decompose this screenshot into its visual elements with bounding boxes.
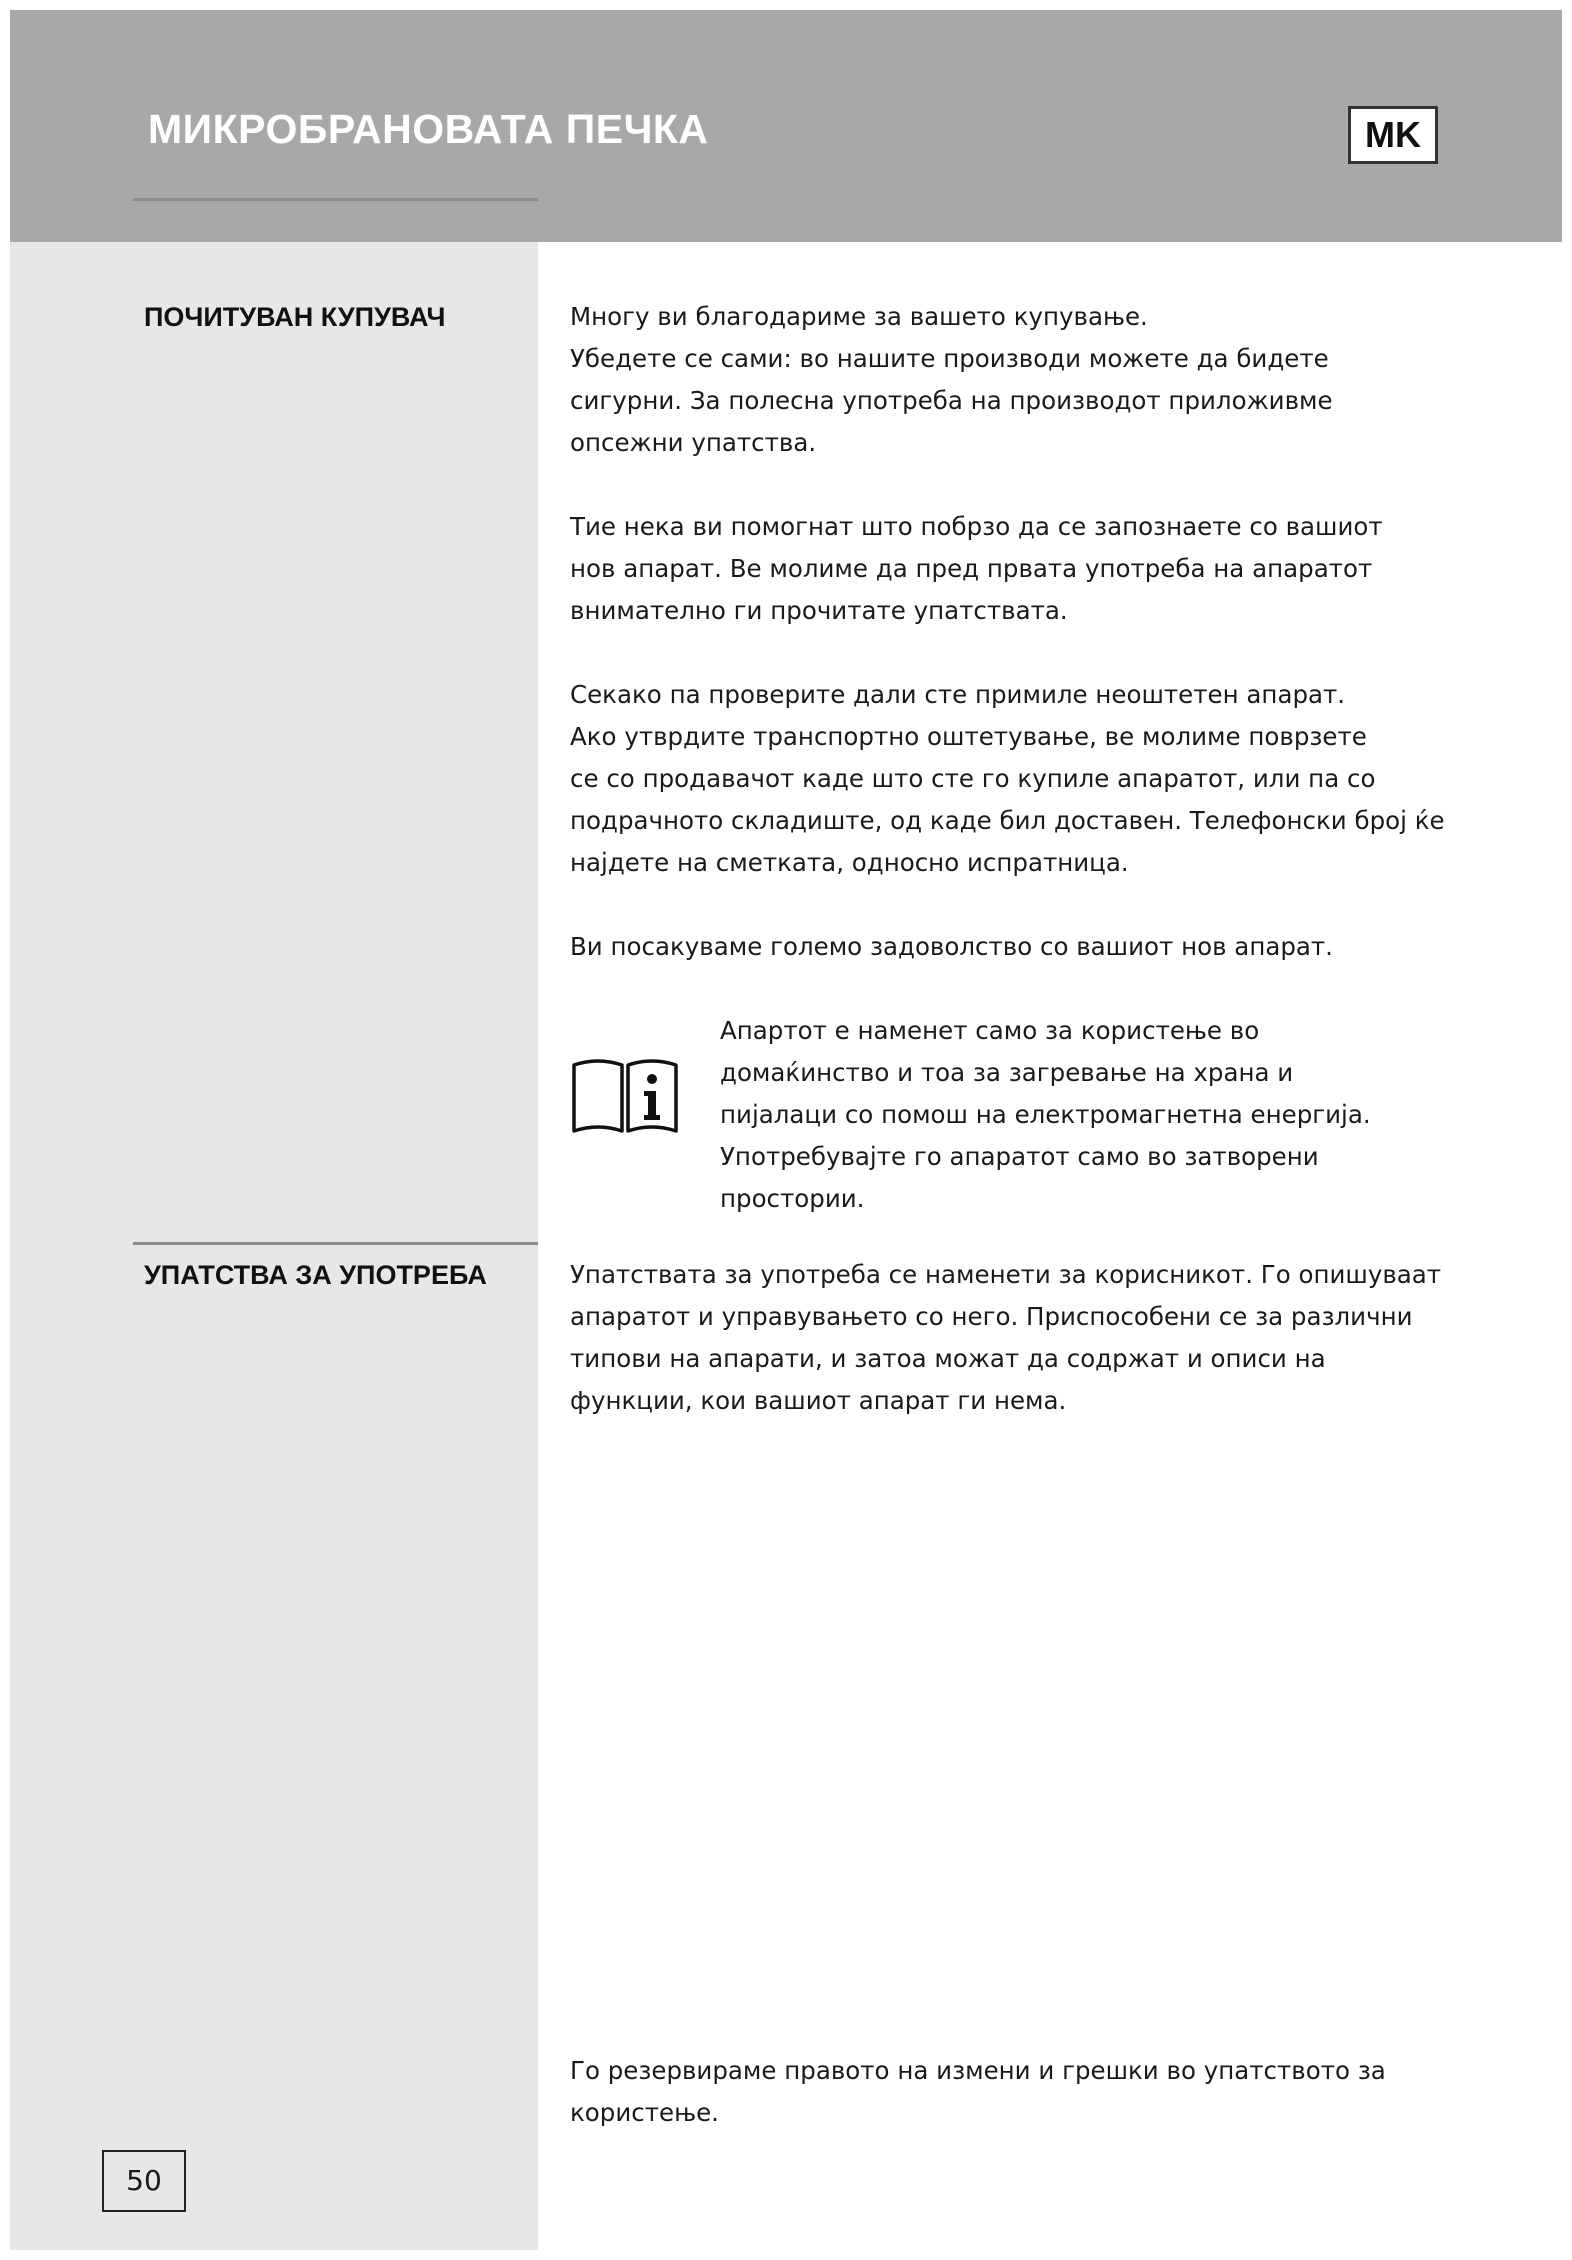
text-line: Апартот е наменет само за користење во: [720, 1016, 1260, 1045]
text-line: Го резервираме правото на измени и грешки во упатството за: [570, 2056, 1386, 2085]
language-badge: MK: [1348, 106, 1438, 164]
wishes-paragraph: [570, 926, 1520, 968]
page-title: МИКРОБРАНОВАТА ПЕЧКА: [148, 106, 709, 152]
text-line: Употребувајте го апаратот само во затворени: [720, 1142, 1319, 1171]
text-line: простории.: [720, 1184, 865, 1213]
manual-page: [10, 10, 1562, 2250]
text-line: сигурни. За полесна употреба на производот приложивме: [570, 386, 1333, 415]
text-line: Секако па проверите дали сте примиле неоштетен апарат.: [570, 680, 1346, 709]
manual-info-icon: [570, 1055, 680, 1135]
text-line: подрачното складиште, од каде бил доставен. Телефонски број ќе: [570, 806, 1445, 835]
text-line: Тие нека ви помогнат што побрзо да се запознаете со вашиот: [570, 512, 1383, 541]
text-line: нов апарат. Ве молиме да пред првата употреба на апаратот: [570, 554, 1373, 583]
text-line: Ако утврдите транспортно оштетување, ве молиме поврзете: [570, 722, 1367, 751]
text-line: пијалаци со помош на електромагнетна енергија.: [720, 1100, 1371, 1129]
text-line: најдете на сметката, односно испратница.: [570, 848, 1129, 877]
damage-check-paragraph: [570, 674, 1520, 884]
intro-paragraph: [570, 296, 1520, 464]
text-line: Ви посакуваме големо задоволство со вашиот нов апарат.: [570, 932, 1333, 961]
page-header: [10, 10, 1562, 242]
left-margin-column: [10, 242, 538, 2250]
text-line: внимателно ги прочитате упатствата.: [570, 596, 1068, 625]
text-line: се со продавачот каде што сте го купиле апаратот, или па со: [570, 764, 1376, 793]
text-line: домаќинство и тоа за загревање на храна и: [720, 1058, 1294, 1087]
text-line: типови на апарати, и затоа можат да содржат и описи на: [570, 1344, 1326, 1373]
text-line: апаратот и управувањето со него. Приспособени се за различни: [570, 1302, 1413, 1331]
text-line: функции, кои вашиот апарат ги нема.: [570, 1386, 1067, 1415]
section-divider: [133, 198, 538, 201]
text-line: Упатствата за употреба се наменети за корисникот. Го опишуваат: [570, 1260, 1442, 1289]
section-heading-dear-customer: ПОЧИТУВАН КУПУВАЧ: [144, 302, 446, 332]
instructions-paragraph: [570, 1254, 1520, 1422]
page-number: 50: [102, 2150, 186, 2212]
text-line: Многу ви благодариме за вашето купување.: [570, 302, 1148, 331]
section-divider: [133, 1242, 538, 1245]
disclaimer-paragraph: [570, 2050, 1520, 2134]
text-line: Убедете се сами: во нашите производи можете да бидете: [570, 344, 1329, 373]
text-line: опсежни упатства.: [570, 428, 817, 457]
section-heading-instructions: УПАТСТВА ЗА УПОТРЕБА: [144, 1260, 487, 1290]
intended-use-note: [720, 1010, 1520, 1220]
familiarize-paragraph: [570, 506, 1520, 632]
text-line: користење.: [570, 2098, 719, 2127]
